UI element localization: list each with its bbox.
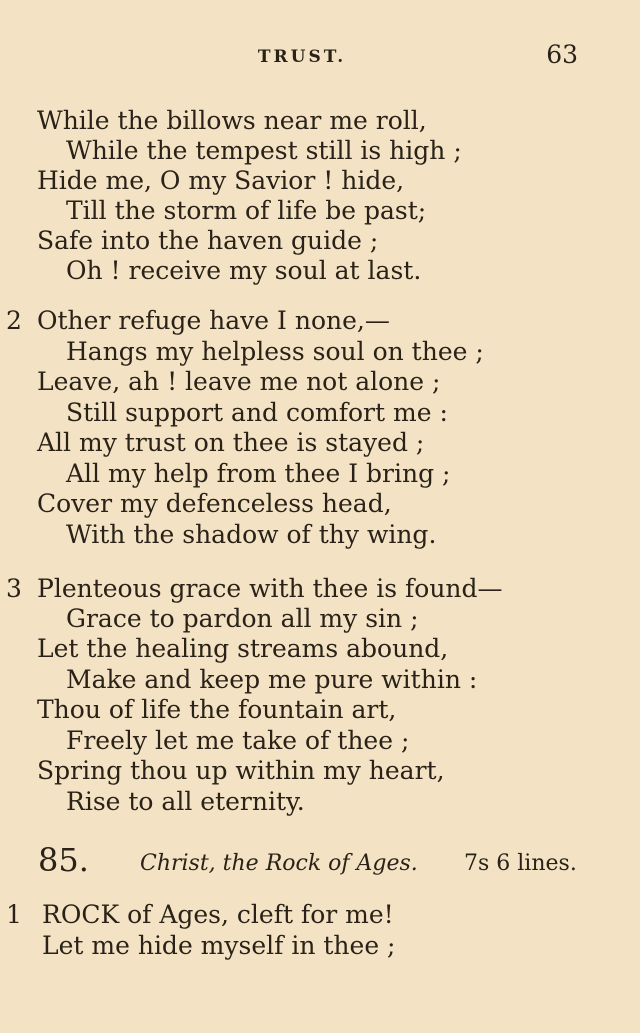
verse-line: While the tempest still is high ; [66,136,462,165]
stanza-number: 3 [6,574,22,603]
hymn-number: 85. [38,841,89,879]
hymn-header [0,841,640,881]
verse-line: All my help from thee I bring ; [66,459,451,488]
verse-line: Grace to pardon all my sin ; [66,604,419,633]
verse-line: While the billows near me roll, [37,106,427,135]
verse-line: Till the storm of life be past; [66,196,427,225]
verse-line: Rise to all eternity. [66,787,305,816]
verse-line: Hide me, O my Savior ! hide, [37,166,405,195]
verse-line: Cover my defenceless head, [37,489,392,518]
verse-line: ROCK of Ages, cleft for me! [42,900,394,929]
verse-line: Oh ! receive my soul at last. [66,256,422,285]
verse-line: All my trust on thee is stayed ; [37,428,425,457]
verse-line: Safe into the haven guide ; [37,226,379,255]
verse-line: Still support and comfort me : [66,398,448,427]
verse-line: Hangs my helpless soul on thee ; [66,337,484,366]
page-number: 63 [546,40,578,69]
verse-line: Spring thou up within my heart, [37,756,445,785]
stanza-number: 1 [6,900,22,929]
stanza-number: 2 [6,306,22,335]
running-header-title: TRUST. [257,47,347,67]
verse-line: With the shadow of thy wing. [66,520,437,549]
verse-line: Plenteous grace with thee is found— [37,574,503,603]
verse-line: Make and keep me pure within : [66,665,478,694]
verse-line: Let the healing streams abound, [37,634,449,663]
verse-line: Thou of life the fountain art, [37,695,397,724]
verse-line: Let me hide myself in thee ; [42,931,396,960]
verse-line: Leave, ah ! leave me not alone ; [37,367,441,396]
hymn-title: Christ, the Rock of Ages. [140,851,418,876]
hymn-meter: 7s 6 lines. [464,851,577,876]
verse-line: Freely let me take of thee ; [66,726,410,755]
verse-line: Other refuge have I none,— [37,306,390,335]
